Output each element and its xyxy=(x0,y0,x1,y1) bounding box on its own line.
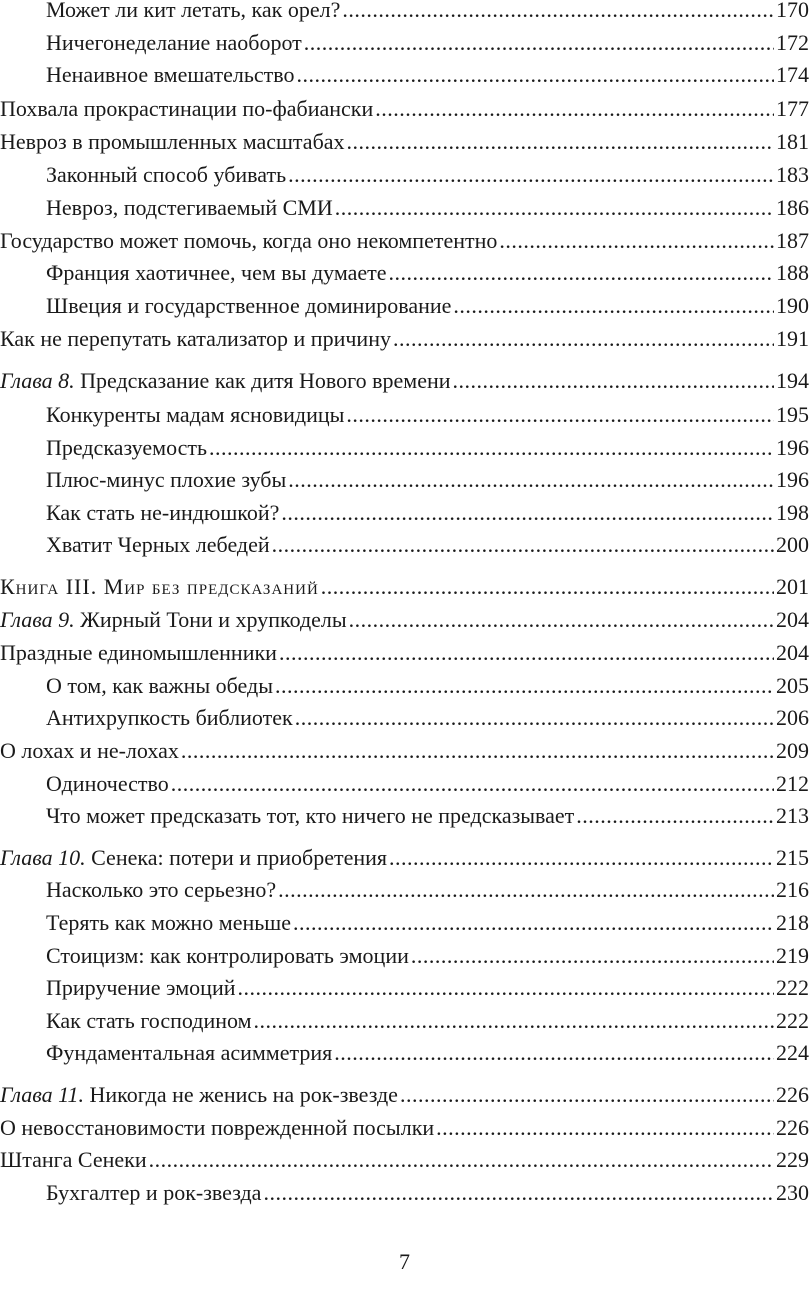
toc-entry-title xyxy=(0,289,451,323)
dot-leader xyxy=(263,1176,774,1210)
entry-text: Может ли кит летать, как орел? xyxy=(46,0,341,22)
toc-entry-title xyxy=(0,570,319,604)
chapter-label: Глава 11. xyxy=(0,1082,84,1107)
entry-text: Никогда не женись на рок-звезде xyxy=(83,1082,398,1107)
toc-page-number: 190 xyxy=(776,293,809,318)
toc-entry-title xyxy=(0,364,451,398)
dot-leader xyxy=(279,636,774,670)
toc-entry-title xyxy=(0,224,497,258)
entry-text: Терять как можно меньше xyxy=(46,910,291,935)
toc-entry[interactable] xyxy=(0,125,809,159)
toc-entry[interactable] xyxy=(0,528,809,562)
entry-text: Штанга Сенеки xyxy=(0,1147,147,1172)
toc-page-number: 224 xyxy=(776,1040,809,1065)
toc-page-number: 174 xyxy=(776,62,809,87)
toc-entry-title xyxy=(0,841,387,875)
toc-entry[interactable] xyxy=(0,0,809,27)
toc-entry-title xyxy=(0,1176,261,1210)
entry-text: Праздные единомышленники xyxy=(0,640,277,665)
dot-leader xyxy=(254,1004,775,1038)
toc-entry-title xyxy=(0,701,293,735)
dot-leader xyxy=(499,224,774,258)
toc-entry[interactable] xyxy=(0,92,809,126)
toc-page-number: 170 xyxy=(776,0,809,22)
toc-entry-title xyxy=(0,463,286,497)
dot-leader xyxy=(393,322,774,356)
toc-entry-title xyxy=(0,1143,147,1177)
toc-entry-title xyxy=(0,398,344,432)
toc-entry-title xyxy=(0,26,302,60)
toc-page-number: 204 xyxy=(776,640,809,665)
entry-text: Законный способ убивать xyxy=(46,162,287,187)
toc-entry[interactable] xyxy=(0,322,809,356)
toc-entry[interactable] xyxy=(0,158,809,192)
toc-entry-title xyxy=(0,92,373,126)
toc-page-number: 183 xyxy=(776,162,809,187)
dot-leader xyxy=(349,603,774,637)
dot-leader xyxy=(576,799,774,833)
toc-page-number: 222 xyxy=(776,1008,809,1033)
entry-text: Фундаментальная асимметрия xyxy=(46,1040,333,1065)
dot-leader xyxy=(209,431,774,465)
dot-leader xyxy=(275,669,774,703)
toc-entry[interactable] xyxy=(0,603,809,637)
chapter-label: Глава 8. xyxy=(0,368,75,393)
toc-entry[interactable] xyxy=(0,1176,809,1210)
toc-page-number: 188 xyxy=(776,260,809,285)
dot-leader xyxy=(181,734,774,768)
entry-text: О невосстановимости поврежденной посылки xyxy=(0,1115,435,1140)
dot-leader xyxy=(288,158,774,192)
toc-entry[interactable] xyxy=(0,767,809,801)
entry-text: Стоицизм: как контролировать эмоции xyxy=(46,943,409,968)
toc-entry-title xyxy=(0,799,574,833)
toc-page-number: 230 xyxy=(776,1180,809,1205)
toc-entry-title xyxy=(0,125,345,159)
toc-entry-title xyxy=(0,939,409,973)
entry-text: Сенека: потери и приобретения xyxy=(85,845,388,870)
toc-entry-title xyxy=(0,767,169,801)
toc-page-number: 194 xyxy=(776,368,809,393)
entry-text: Одиночество xyxy=(46,771,169,796)
entry-text: Франция хаотичнее, чем вы думаете xyxy=(46,260,387,285)
toc-page-number: 206 xyxy=(776,705,809,730)
toc-page-number: 187 xyxy=(776,228,809,253)
entry-text: О том, как важны обеды xyxy=(46,673,273,698)
toc-page-number: 204 xyxy=(776,607,809,632)
toc-page-number: 226 xyxy=(776,1115,809,1140)
toc-entry-title xyxy=(0,431,207,465)
toc-entry-title xyxy=(0,906,291,940)
toc-entry-title xyxy=(0,734,179,768)
toc-page-number: 196 xyxy=(776,435,809,460)
dot-leader xyxy=(293,906,774,940)
entry-text: Ненаивное вмешательство xyxy=(46,62,295,87)
toc-page-number: 209 xyxy=(776,738,809,763)
toc-entry[interactable] xyxy=(0,636,809,670)
entry-text: Государство может помочь, когда оно некомпетентно xyxy=(0,228,498,253)
entry-text: Антихрупкость библиотек xyxy=(46,705,293,730)
dot-leader xyxy=(238,971,774,1005)
toc-entry[interactable] xyxy=(0,734,809,768)
dot-leader xyxy=(375,92,774,126)
entry-text: Как стать не-индюшкой? xyxy=(46,500,280,525)
dot-leader xyxy=(149,1143,774,1177)
toc-entry[interactable] xyxy=(0,26,809,60)
toc-entry-title xyxy=(0,873,276,907)
toc-entry[interactable] xyxy=(0,256,809,290)
toc-entry[interactable] xyxy=(0,398,809,432)
dot-leader xyxy=(171,767,774,801)
toc-entry-title xyxy=(0,528,270,562)
entry-text: Насколько это серьезно? xyxy=(46,877,277,902)
toc-entry[interactable] xyxy=(0,1078,809,1112)
toc-entry[interactable] xyxy=(0,364,809,398)
toc-page-number: 186 xyxy=(776,195,809,220)
entry-text: Невроз, подстегиваемый СМИ xyxy=(46,195,333,220)
toc-entry-title xyxy=(0,636,277,670)
dot-leader xyxy=(304,26,774,60)
toc-entry[interactable] xyxy=(0,701,809,735)
entry-text: Швеция и государственное доминирование xyxy=(46,293,452,318)
toc-page-number: 195 xyxy=(776,402,809,427)
toc-entry[interactable] xyxy=(0,1004,809,1038)
toc-entry-title xyxy=(0,1036,332,1070)
dot-leader xyxy=(321,570,774,604)
toc-page-number: 191 xyxy=(776,326,809,351)
toc-entry-title xyxy=(0,603,347,637)
dot-leader xyxy=(436,1111,774,1145)
entry-text: Приручение эмоций xyxy=(46,975,236,1000)
toc-entry-title xyxy=(0,256,387,290)
dot-leader xyxy=(281,496,774,530)
toc-entry[interactable] xyxy=(0,906,809,940)
chapter-label: Глава 9. xyxy=(0,607,75,632)
entry-text: Как стать господином xyxy=(46,1008,252,1033)
entry-text: О лохах и не-лохах xyxy=(0,738,179,763)
entry-text: Плюс-минус плохие зубы xyxy=(46,467,287,492)
toc-entry[interactable] xyxy=(0,873,809,907)
entry-text: Предсказание как дитя Нового времени xyxy=(74,368,451,393)
toc-page-number: 216 xyxy=(776,877,809,902)
toc-entry[interactable] xyxy=(0,224,809,258)
toc-page-number: 205 xyxy=(776,673,809,698)
toc-entry-title xyxy=(0,322,391,356)
toc-page-number: 212 xyxy=(776,771,809,796)
toc-entry-title xyxy=(0,58,295,92)
toc-entry-title xyxy=(0,158,286,192)
dot-leader xyxy=(411,939,774,973)
toc-entry[interactable] xyxy=(0,1036,809,1070)
toc-entry-title xyxy=(0,1004,252,1038)
toc-page-number: 218 xyxy=(776,910,809,935)
toc-entry[interactable] xyxy=(0,58,809,92)
toc-entry-title xyxy=(0,669,273,703)
toc-page-number: 229 xyxy=(776,1147,809,1172)
toc-page-number: 200 xyxy=(776,532,809,557)
chapter-label: Глава 10. xyxy=(0,845,86,870)
entry-text: Похвала прокрастинации по-фабиански xyxy=(0,96,374,121)
toc-entry[interactable] xyxy=(0,1111,809,1145)
toc-entry-title xyxy=(0,0,340,27)
dot-leader xyxy=(295,701,774,735)
dot-leader xyxy=(342,0,774,27)
dot-leader xyxy=(272,528,774,562)
dot-leader xyxy=(346,398,774,432)
toc-entry[interactable] xyxy=(0,289,809,323)
toc-entry-title xyxy=(0,191,333,225)
toc-entry[interactable] xyxy=(0,570,809,604)
entry-text: Ничегонеделание наоборот xyxy=(46,30,302,55)
entry-text: Хватит Черных лебедей xyxy=(46,532,270,557)
dot-leader xyxy=(453,289,774,323)
dot-leader xyxy=(347,125,774,159)
page-number: 7 xyxy=(399,1249,410,1274)
toc-entry[interactable] xyxy=(0,431,809,465)
toc-entry[interactable] xyxy=(0,971,809,1005)
toc-entry[interactable] xyxy=(0,463,809,497)
toc-page-number: 201 xyxy=(776,574,809,599)
entry-text: Бухгалтер и рок-звезда xyxy=(46,1180,262,1205)
toc-entry-title xyxy=(0,1111,434,1145)
toc-page-number: 219 xyxy=(776,943,809,968)
toc-page-number: 213 xyxy=(776,803,809,828)
toc-entry-title xyxy=(0,496,279,530)
toc-entry[interactable] xyxy=(0,939,809,973)
toc-entry[interactable] xyxy=(0,669,809,703)
toc-entry-title xyxy=(0,971,236,1005)
toc-entry[interactable] xyxy=(0,191,809,225)
dot-leader xyxy=(288,463,774,497)
dot-leader xyxy=(400,1078,774,1112)
entry-text: Предсказуемость xyxy=(46,435,208,460)
dot-leader xyxy=(334,1036,774,1070)
dot-leader xyxy=(278,873,774,907)
dot-leader xyxy=(453,364,774,398)
toc-page-number: 198 xyxy=(776,500,809,525)
entry-text: Что может предсказать тот, кто ничего не предсказывает xyxy=(46,803,575,828)
dot-leader xyxy=(297,58,775,92)
toc-entry[interactable] xyxy=(0,841,809,875)
dot-leader xyxy=(335,191,774,225)
toc-entry[interactable] xyxy=(0,496,809,530)
toc-page-number: 172 xyxy=(776,30,809,55)
dot-leader xyxy=(389,841,774,875)
entry-text: Конкуренты мадам ясновидицы xyxy=(46,402,345,427)
entry-text: Книга III. Мир без предсказаний xyxy=(0,574,319,599)
toc-entry[interactable] xyxy=(0,799,809,833)
dot-leader xyxy=(389,256,774,290)
toc-page-number: 196 xyxy=(776,467,809,492)
toc-entry[interactable] xyxy=(0,1143,809,1177)
toc-page-number: 215 xyxy=(776,845,809,870)
toc-entry-title xyxy=(0,1078,398,1112)
entry-text: Жирный Тони и хрупкоделы xyxy=(74,607,347,632)
entry-text: Как не перепутать катализатор и причину xyxy=(0,326,391,351)
toc-page-number: 226 xyxy=(776,1082,809,1107)
toc-page-number: 177 xyxy=(776,96,809,121)
entry-text: Невроз в промышленных масштабах xyxy=(0,129,345,154)
toc-page-number: 222 xyxy=(776,975,809,1000)
toc-page-number: 181 xyxy=(776,129,809,154)
